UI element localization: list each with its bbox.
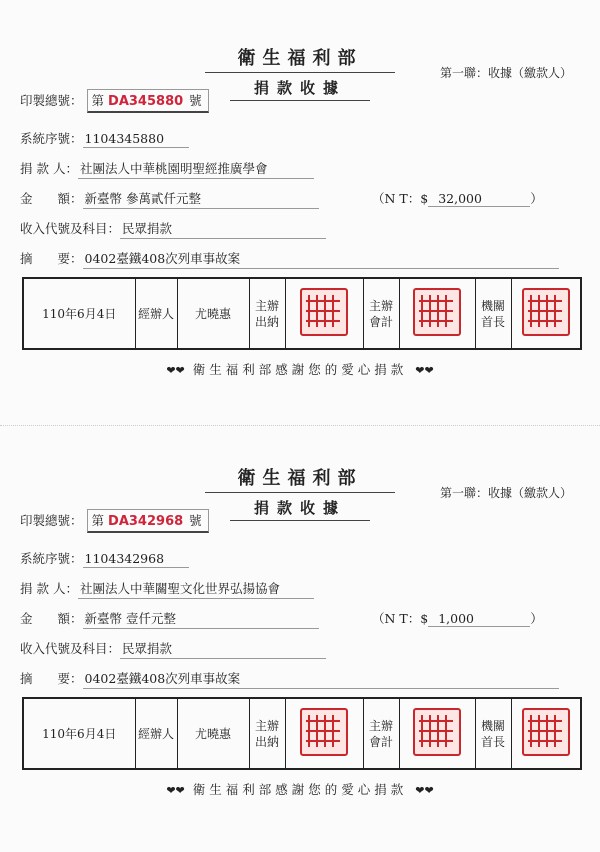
account-row [20,219,326,239]
thanks-text: 衛生福利部感謝您的愛心捐款 [192,362,408,377]
print-number-prefix: 第 [91,93,105,108]
cashier-seal-cell [285,698,363,769]
ntd-close: ） [530,191,543,206]
system-seq-value: 1104342968 [83,551,189,568]
amount-words: 新臺幣 參萬貳仟元整 [83,189,319,209]
receipt-date: 110年6月4日 [23,698,135,769]
donation-receipt-2 [0,442,600,842]
system-seq-row [20,549,189,568]
ntd-label: （N T：$ [372,191,429,206]
org-name: 衛生福利部 [205,464,395,493]
system-seq-row [20,129,189,148]
handler-label: 經辦人 [135,278,177,349]
print-number-prefix: 第 [91,513,105,528]
head-label: 機關首長 [475,278,511,349]
head-label: 機關首長 [475,698,511,769]
signature-table [22,697,582,770]
account-label: 收入代號及科目： [20,641,121,656]
copy-label: 第一聯：收據（繳款人） [440,486,573,500]
print-number [20,89,209,113]
print-number-serial: DA345880 [108,94,184,109]
head-seal-cell [511,278,581,349]
document-title: 捐款收據 [230,77,370,101]
account-value: 民眾捐款 [120,219,326,239]
donor-row [20,159,314,179]
heart-icon: ❤❤ [415,784,434,797]
heart-icon: ❤❤ [166,784,185,797]
system-seq-value: 1104345880 [83,131,189,148]
print-number-suffix: 號 [189,93,202,108]
heart-icon: ❤❤ [415,364,434,377]
thanks-line [0,360,600,378]
ntd-value: 1,000 [428,611,530,627]
donor-value: 社團法人中華桃園明聖經推廣學會 [78,159,314,179]
summary-row [20,249,559,269]
amount-label: 金 額： [20,611,83,626]
donor-row [20,579,314,599]
amount-row [20,609,319,629]
ntd-amount [372,609,543,627]
accounting-label: 主辦會計 [363,698,399,769]
official-seal-stamp-icon [522,288,570,336]
thanks-text: 衛生福利部感謝您的愛心捐款 [192,782,408,797]
donor-label: 捐 款 人： [20,581,78,596]
print-number [20,509,209,533]
summary-label: 摘 要： [20,671,83,686]
document-title: 捐款收據 [230,497,370,521]
handler-label: 經辦人 [135,698,177,769]
accounting-seal-cell [399,278,475,349]
summary-value: 0402臺鐵408次列車事故案 [83,669,559,689]
thanks-line [0,780,600,798]
ntd-amount [372,189,543,207]
cashier-label: 主辦出納 [249,698,285,769]
official-seal-stamp-icon [413,708,461,756]
divider-line [0,425,600,426]
print-number-label: 印製總號： [20,93,83,108]
accounting-seal-cell [399,698,475,769]
cashier-label: 主辦出納 [249,278,285,349]
receipt-date: 110年6月4日 [23,278,135,349]
summary-row [20,669,559,689]
summary-label: 摘 要： [20,251,83,266]
ntd-close: ） [530,611,543,626]
official-seal-stamp-icon [413,288,461,336]
donor-value: 社團法人中華關聖文化世界弘揚協會 [78,579,314,599]
signature-table [22,277,582,350]
system-seq-label: 系統序號： [20,131,83,146]
amount-row [20,189,319,209]
print-number-suffix: 號 [189,513,202,528]
account-label: 收入代號及科目： [20,221,121,236]
account-value: 民眾捐款 [120,639,326,659]
head-seal-cell [511,698,581,769]
amount-label: 金 額： [20,191,83,206]
official-seal-stamp-icon [300,288,348,336]
handler-name: 尤曉惠 [177,278,249,349]
ntd-label: （N T：$ [372,611,429,626]
system-seq-label: 系統序號： [20,551,83,566]
donor-label: 捐 款 人： [20,161,78,176]
official-seal-stamp-icon [300,708,348,756]
heart-icon: ❤❤ [166,364,185,377]
print-number-label: 印製總號： [20,513,83,528]
accounting-label: 主辦會計 [363,278,399,349]
ntd-value: 32,000 [428,191,530,207]
print-number-serial: DA342968 [108,514,184,529]
amount-words: 新臺幣 壹仟元整 [83,609,319,629]
account-row [20,639,326,659]
org-name: 衛生福利部 [205,44,395,73]
donation-receipt-1 [0,22,600,422]
print-number-box [87,89,209,113]
copy-label: 第一聯：收據（繳款人） [440,66,573,80]
print-number-box [87,509,209,533]
summary-value: 0402臺鐵408次列車事故案 [83,249,559,269]
handler-name: 尤曉惠 [177,698,249,769]
cashier-seal-cell [285,278,363,349]
official-seal-stamp-icon [522,708,570,756]
